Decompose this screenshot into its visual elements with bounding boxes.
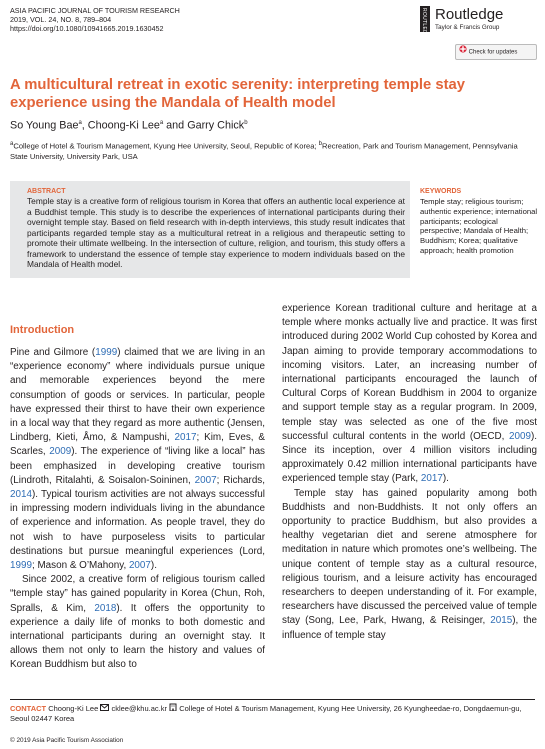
paragraph-text: ). <box>442 473 449 485</box>
paragraph <box>282 302 537 487</box>
journal-doi[interactable]: https://doi.org/10.1080/10941665.2019.1630452 <box>10 24 164 34</box>
crossmark-icon <box>459 45 467 59</box>
paragraph-text: ). Since its inception, over 4 million visitors including approximately 0.42 million international participants have experienced temple stay (Park, <box>282 430 537 485</box>
publisher-subtitle: Taylor & Francis Group <box>435 24 500 31</box>
paragraph <box>10 346 265 573</box>
author-separator: and <box>163 119 188 132</box>
paragraph-text: ), the influence of temple stay <box>282 615 537 641</box>
contact-address: College of Hotel & Tourism Management, Kyung Hee University, 26 Kyungheedae-ro, Dongdaemun-gu, Seoul 02447 Korea <box>10 704 522 723</box>
paragraph <box>282 487 537 643</box>
copyright: © 2019 Asia Pacific Tourism Association <box>10 737 124 744</box>
paragraph-text: ; Richards, <box>216 474 265 486</box>
author-sup: a <box>159 120 164 126</box>
paragraph-text: ). It offers the opportunity to experience a daily life of monks to both domestic and international participants during an overnight stay. It allows them not only to learn the history and values of Korean Buddhism but also to <box>10 602 266 671</box>
contact-email[interactable]: cklee@khu.ac.kr <box>111 704 167 713</box>
abstract-label: ABSTRACT <box>27 188 66 195</box>
body-column-left <box>10 346 265 673</box>
paragraph-text: Pine and Gilmore ( <box>10 347 96 358</box>
citation-link[interactable]: 2007 <box>194 474 217 486</box>
journal-citation: 2019, VOL. 24, NO. 8, 789–804 <box>10 15 112 25</box>
affil-b: Recreation, Park and Tourism Management, Pennsylvania State University, University Park, USA <box>10 141 518 161</box>
citation-link[interactable]: 2018 <box>94 602 117 614</box>
contact-footnote <box>10 703 535 724</box>
author-sup: b <box>244 120 248 126</box>
author-name[interactable]: So Young Bae <box>10 119 79 132</box>
citation-link[interactable]: 2014 <box>10 489 32 501</box>
paragraph-text: ) claimed that we are living in an “experience economy” where individuals pursue unique and memorable experiences beyond the mere consumption of goods or services. In particular, people have expressed their thirst to have their own experience in a local way that they regard as more authentic (Jensen, Lindberg, Kieti, Åmo, & Nampushi, <box>10 347 266 444</box>
paragraph-text: ). <box>150 560 157 572</box>
author-sup: a <box>78 120 82 126</box>
paragraph <box>10 573 265 672</box>
affiliations <box>10 139 535 162</box>
paragraph-text: ). The experience of “living like a local” has been emphasized in developing creative tourism (Lindroth, Ritalahti, & Soisalon-Soininen, <box>10 446 265 486</box>
routledge-mark-text: ROUTLEDGE <box>421 8 427 42</box>
abstract-box <box>10 181 410 278</box>
keywords-text: Temple stay; religious tourism; authentic experience; international participants; ecological perspective; Mandala of Health; Buddhism; Korea; qualitative approach; health promotion <box>420 197 538 255</box>
paragraph-text: Since 2002, a creative form of religious tourism called “temple stay” has gained popularity in Korea (Chun, Roh, Spralls, & Kim, <box>10 574 265 614</box>
contact-label: CONTACT <box>10 704 47 713</box>
citation-link[interactable]: 1999 <box>10 560 32 572</box>
affil-sup: a <box>10 141 14 147</box>
citation-link[interactable]: 2015 <box>490 615 513 627</box>
citation-link[interactable]: 2017 <box>420 473 443 485</box>
keywords-label: KEYWORDS <box>420 188 462 195</box>
journal-header <box>10 6 180 34</box>
paragraph-text: ). Typical tourism activities are not always successful in impressing modern individuals living in the abundance of experience and information. As people travel, they do not wish to have purposeless visits to particular destinations but pursue meaningful experiences (Lord, <box>10 489 265 557</box>
paragraph-text: ; Mason & O’Mahony, <box>31 560 129 572</box>
author-name[interactable]: Choong-Ki Lee <box>87 119 160 132</box>
publisher-name: Routledge <box>435 6 504 23</box>
section-heading: Introduction <box>10 324 75 336</box>
author-name[interactable]: Garry Chick <box>187 119 245 132</box>
building-icon <box>169 704 177 713</box>
publisher-logo <box>420 6 538 42</box>
citation-link[interactable]: 2017 <box>174 432 197 444</box>
routledge-mark <box>420 6 430 42</box>
contact-name: Choong-Ki Lee <box>48 704 99 713</box>
author-list <box>10 116 248 133</box>
abstract-text: Temple stay is a creative form of religious tourism in Korea that offers an authentic local experience at a Buddhist temple. This study is to describe the experiences of international participants during their overnight temple stay. Based on field research with in-depth interviews, this study result indicates that participants regarded temple stay as a multicultural retreat in a religious and therapeutic setting to promote their ultimate wellbeing. In the intersection of culture, religion, and tourism, this study offers a framework to understand the essence of temple stay experience to modern individuals based on the Mandala of Health model. <box>27 196 405 269</box>
affil-sup: b <box>318 141 322 147</box>
journal-name: ASIA PACIFIC JOURNAL OF TOURISM RESEARCH <box>10 6 180 15</box>
body-column-right <box>282 302 537 643</box>
check-for-updates-button[interactable] <box>455 44 537 60</box>
footer-divider <box>10 699 535 700</box>
paragraph-text: Temple stay has gained popularity among both Buddhists and non-Buddhists. It not only offers an opportunity to practice Buddhism, but also provides a healthy vegetarian diet and serene atmosphere for meditation in nature which promotes one’s wellbeing. The unique content of temple stay as a cultural resource, religious tourism, and a leisure activity has encouraged researchers to deepen understanding of it. For example, researchers have discussed the perceived value of temple stay (Song, Lee, Park, Hwang, & Reisinger, <box>282 487 537 627</box>
citation-link[interactable]: 1999 <box>95 347 118 358</box>
paragraph-text: ; Kim, Eves, & Scarles, <box>10 432 265 458</box>
article-title: A multicultural retreat in exotic serenity: interpreting temple stay experience using the Mandala of Health model <box>10 77 465 111</box>
citation-link[interactable]: 2009 <box>508 430 531 442</box>
envelope-icon <box>100 704 109 713</box>
citation-link[interactable]: 2007 <box>128 560 151 572</box>
citation-link[interactable]: 2009 <box>49 446 72 458</box>
author-separator: , <box>81 119 88 132</box>
paragraph-text: experience Korean traditional culture and heritage at a temple where monks actually live and practice. It was first introduced during 2002 World Cup cohosted by Korea and Japan aiming to provide temporary accommodations to incoming visitors. Later, an increasing number of international participants encouraged the launch of Cultural Corps of Korean Buddhism in 2004 to organize and support temple stay as a regular program. In 2009, temple stay was selected as one of the five most successful cultural contents in the world (OECD, <box>282 303 537 442</box>
check-for-updates-label: Check for updates <box>468 49 518 56</box>
affil-a: College of Hotel & Tourism Management, Kyung Hee University, Seoul, Republic of Korea; <box>13 141 319 151</box>
